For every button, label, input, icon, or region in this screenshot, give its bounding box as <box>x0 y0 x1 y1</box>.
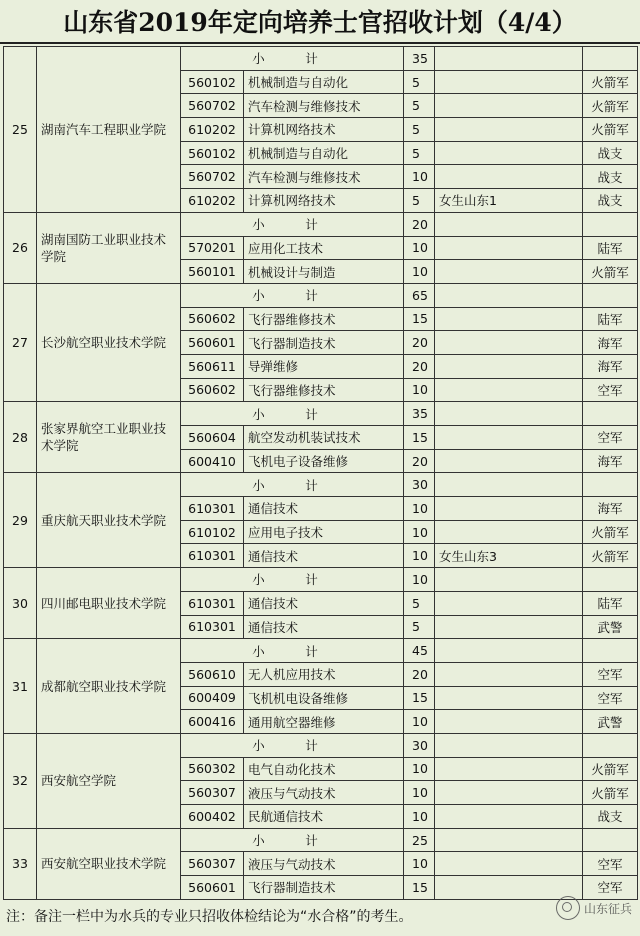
service-branch: 空军 <box>583 686 638 710</box>
major-code: 600409 <box>181 686 244 710</box>
note-cell <box>435 473 583 497</box>
subtotal-label: 小 计 <box>181 568 404 592</box>
subtotal-count: 30 <box>404 473 435 497</box>
enroll-count: 10 <box>404 520 435 544</box>
major-code: 570201 <box>181 236 244 260</box>
major-name: 飞行器维修技术 <box>244 378 404 402</box>
subtotal-row <box>4 568 638 592</box>
service-branch: 火箭军 <box>583 544 638 568</box>
note-cell <box>435 354 583 378</box>
page-title: 山东省2019年定向培养士官招收计划（4/4） <box>0 0 640 44</box>
note-cell <box>435 686 583 710</box>
major-name: 无人机应用技术 <box>244 662 404 686</box>
enroll-count: 5 <box>404 189 435 213</box>
school-name: 张家界航空工业职业技术学院 <box>37 402 181 473</box>
note-cell <box>435 331 583 355</box>
major-code: 560604 <box>181 426 244 450</box>
note-cell <box>435 710 583 734</box>
footnote: 注：备注一栏中为水兵的专业只招收体检结论为“水合格”的考生。 <box>6 909 413 925</box>
note-cell <box>435 852 583 876</box>
note-cell <box>435 94 583 118</box>
subtotal-count: 10 <box>404 568 435 592</box>
row-index: 27 <box>4 283 37 401</box>
major-code: 560102 <box>181 70 244 94</box>
service-branch: 火箭军 <box>583 757 638 781</box>
major-name: 飞机电子设备维修 <box>244 449 404 473</box>
major-name: 通信技术 <box>244 591 404 615</box>
subtotal-label: 小 计 <box>181 473 404 497</box>
branch-cell <box>583 212 638 236</box>
enroll-count: 20 <box>404 662 435 686</box>
school-name: 成都航空职业技术学院 <box>37 639 181 734</box>
subtotal-row <box>4 283 638 307</box>
major-name: 通信技术 <box>244 544 404 568</box>
branch-cell <box>583 402 638 426</box>
service-branch: 海军 <box>583 449 638 473</box>
subtotal-row <box>4 473 638 497</box>
note-cell <box>435 236 583 260</box>
watermark <box>556 896 632 920</box>
note-cell <box>435 591 583 615</box>
branch-cell <box>583 828 638 852</box>
major-code: 560702 <box>181 94 244 118</box>
major-code: 610202 <box>181 118 244 142</box>
major-code: 610301 <box>181 497 244 521</box>
enroll-count: 10 <box>404 236 435 260</box>
major-name: 航空发动机装试技术 <box>244 426 404 450</box>
note-cell <box>435 283 583 307</box>
service-branch: 武警 <box>583 615 638 639</box>
major-name: 液压与气动技术 <box>244 852 404 876</box>
service-branch: 海军 <box>583 331 638 355</box>
enroll-count: 15 <box>404 426 435 450</box>
major-name: 民航通信技术 <box>244 805 404 829</box>
major-code: 560702 <box>181 165 244 189</box>
note-cell: 女生山东3 <box>435 544 583 568</box>
enroll-count: 10 <box>404 710 435 734</box>
subtotal-label: 小 计 <box>181 639 404 663</box>
subtotal-row <box>4 47 638 71</box>
note-cell <box>435 757 583 781</box>
enroll-count: 5 <box>404 615 435 639</box>
school-name: 重庆航天职业技术学院 <box>37 473 181 568</box>
service-branch: 战支 <box>583 189 638 213</box>
subtotal-label: 小 计 <box>181 733 404 757</box>
service-branch: 空军 <box>583 662 638 686</box>
service-branch: 战支 <box>583 165 638 189</box>
service-branch: 空军 <box>583 378 638 402</box>
row-index: 30 <box>4 568 37 639</box>
major-code: 560601 <box>181 331 244 355</box>
major-code: 600410 <box>181 449 244 473</box>
note-cell <box>435 378 583 402</box>
service-branch: 火箭军 <box>583 520 638 544</box>
major-name: 通信技术 <box>244 615 404 639</box>
subtotal-count: 45 <box>404 639 435 663</box>
major-name: 应用电子技术 <box>244 520 404 544</box>
branch-cell <box>583 47 638 71</box>
subtotal-row <box>4 212 638 236</box>
note-cell <box>435 520 583 544</box>
row-index: 31 <box>4 639 37 734</box>
row-index: 32 <box>4 733 37 828</box>
subtotal-row <box>4 402 638 426</box>
branch-cell <box>583 568 638 592</box>
enroll-count: 5 <box>404 591 435 615</box>
branch-cell <box>583 473 638 497</box>
major-code: 560602 <box>181 378 244 402</box>
major-code: 560602 <box>181 307 244 331</box>
major-name: 电气自动化技术 <box>244 757 404 781</box>
major-name: 通用航空器维修 <box>244 710 404 734</box>
major-name: 机械设计与制造 <box>244 260 404 284</box>
row-index: 26 <box>4 212 37 283</box>
school-name: 湖南国防工业职业技术学院 <box>37 212 181 283</box>
note-cell <box>435 118 583 142</box>
subtotal-label: 小 计 <box>181 828 404 852</box>
school-name: 长沙航空职业技术学院 <box>37 283 181 401</box>
major-name: 机械制造与自动化 <box>244 141 404 165</box>
enroll-count: 10 <box>404 260 435 284</box>
major-code: 560611 <box>181 354 244 378</box>
service-branch: 空军 <box>583 426 638 450</box>
major-name: 应用化工技术 <box>244 236 404 260</box>
major-code: 560610 <box>181 662 244 686</box>
major-name: 飞行器制造技术 <box>244 876 404 900</box>
subtotal-label: 小 计 <box>181 212 404 236</box>
major-name: 飞机机电设备维修 <box>244 686 404 710</box>
enroll-count: 10 <box>404 165 435 189</box>
enroll-count: 5 <box>404 118 435 142</box>
service-branch: 陆军 <box>583 591 638 615</box>
major-code: 610202 <box>181 189 244 213</box>
service-branch: 空军 <box>583 852 638 876</box>
note-cell <box>435 781 583 805</box>
major-code: 560307 <box>181 781 244 805</box>
note-cell <box>435 402 583 426</box>
service-branch: 火箭军 <box>583 118 638 142</box>
note-cell <box>435 639 583 663</box>
major-code: 560601 <box>181 876 244 900</box>
row-index: 28 <box>4 402 37 473</box>
subtotal-count: 25 <box>404 828 435 852</box>
major-name: 导弹维修 <box>244 354 404 378</box>
enroll-count: 10 <box>404 781 435 805</box>
branch-cell <box>583 283 638 307</box>
major-name: 机械制造与自动化 <box>244 70 404 94</box>
note-cell <box>435 307 583 331</box>
major-name: 飞行器制造技术 <box>244 331 404 355</box>
major-code: 560307 <box>181 852 244 876</box>
note-cell <box>435 568 583 592</box>
note-cell <box>435 449 583 473</box>
major-name: 汽车检测与维修技术 <box>244 165 404 189</box>
branch-cell <box>583 639 638 663</box>
service-branch: 海军 <box>583 497 638 521</box>
subtotal-row <box>4 639 638 663</box>
enroll-count: 15 <box>404 307 435 331</box>
enroll-count: 10 <box>404 497 435 521</box>
service-branch: 战支 <box>583 141 638 165</box>
subtotal-label: 小 计 <box>181 283 404 307</box>
subtotal-count: 20 <box>404 212 435 236</box>
row-index: 25 <box>4 47 37 213</box>
enroll-count: 10 <box>404 852 435 876</box>
row-index: 33 <box>4 828 37 899</box>
enroll-count: 15 <box>404 686 435 710</box>
enroll-count: 10 <box>404 378 435 402</box>
enrollment-plan-table <box>3 46 638 900</box>
enroll-count: 20 <box>404 354 435 378</box>
enroll-count: 20 <box>404 449 435 473</box>
service-branch: 海军 <box>583 354 638 378</box>
row-index: 29 <box>4 473 37 568</box>
note-cell <box>435 426 583 450</box>
note-cell <box>435 70 583 94</box>
major-code: 560302 <box>181 757 244 781</box>
major-code: 560102 <box>181 141 244 165</box>
major-name: 通信技术 <box>244 497 404 521</box>
branch-cell <box>583 733 638 757</box>
subtotal-count: 30 <box>404 733 435 757</box>
note-cell <box>435 47 583 71</box>
note-cell <box>435 212 583 236</box>
enroll-count: 10 <box>404 544 435 568</box>
note-cell <box>435 141 583 165</box>
subtotal-row <box>4 733 638 757</box>
service-branch: 火箭军 <box>583 70 638 94</box>
school-name: 四川邮电职业技术学院 <box>37 568 181 639</box>
major-code: 610301 <box>181 615 244 639</box>
enroll-count: 5 <box>404 70 435 94</box>
subtotal-count: 35 <box>404 47 435 71</box>
subtotal-count: 35 <box>404 402 435 426</box>
service-branch: 空军 <box>583 876 638 900</box>
note-cell <box>435 805 583 829</box>
wechat-icon <box>556 896 580 920</box>
subtotal-label: 小 计 <box>181 47 404 71</box>
school-name: 西安航空职业技术学院 <box>37 828 181 899</box>
note-cell <box>435 733 583 757</box>
note-cell <box>435 497 583 521</box>
major-name: 汽车检测与维修技术 <box>244 94 404 118</box>
note-cell <box>435 615 583 639</box>
subtotal-count: 65 <box>404 283 435 307</box>
service-branch: 武警 <box>583 710 638 734</box>
major-code: 600416 <box>181 710 244 734</box>
school-name: 湖南汽车工程职业学院 <box>37 47 181 213</box>
enroll-count: 10 <box>404 757 435 781</box>
service-branch: 战支 <box>583 805 638 829</box>
note-cell <box>435 828 583 852</box>
major-name: 计算机网络技术 <box>244 189 404 213</box>
note-cell <box>435 260 583 284</box>
enroll-count: 5 <box>404 141 435 165</box>
service-branch: 火箭军 <box>583 94 638 118</box>
major-name: 飞行器维修技术 <box>244 307 404 331</box>
subtotal-label: 小 计 <box>181 402 404 426</box>
school-name: 西安航空学院 <box>37 733 181 828</box>
subtotal-row <box>4 828 638 852</box>
major-name: 液压与气动技术 <box>244 781 404 805</box>
service-branch: 火箭军 <box>583 781 638 805</box>
major-name: 计算机网络技术 <box>244 118 404 142</box>
major-code: 610102 <box>181 520 244 544</box>
note-cell <box>435 165 583 189</box>
enroll-count: 15 <box>404 876 435 900</box>
note-cell <box>435 662 583 686</box>
watermark-text: 山东征兵 <box>583 901 632 916</box>
service-branch: 陆军 <box>583 236 638 260</box>
note-cell: 女生山东1 <box>435 189 583 213</box>
enroll-count: 10 <box>404 805 435 829</box>
service-branch: 火箭军 <box>583 260 638 284</box>
enroll-count: 20 <box>404 331 435 355</box>
service-branch: 陆军 <box>583 307 638 331</box>
major-code: 610301 <box>181 591 244 615</box>
enroll-count: 5 <box>404 94 435 118</box>
major-code: 600402 <box>181 805 244 829</box>
major-code: 560101 <box>181 260 244 284</box>
major-code: 610301 <box>181 544 244 568</box>
